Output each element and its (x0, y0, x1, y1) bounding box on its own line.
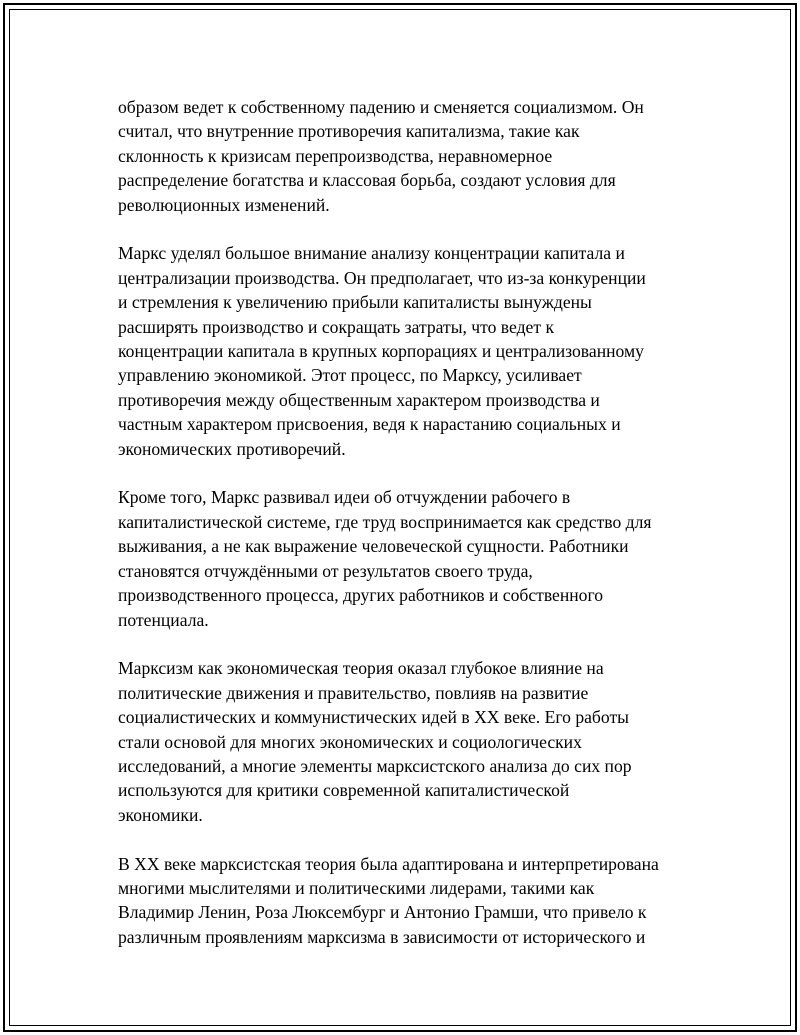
text-line: исследований, а многие элементы марксистского анализа до сих пор (118, 755, 632, 776)
text-line: частным характером присвоения, ведя к нарастанию социальных и (118, 414, 621, 435)
text-line: политические движения и правительство, повлияв на развитие (118, 682, 589, 703)
text-line: расширять производство и сокращать затраты, что ведет к (118, 316, 554, 337)
text-line: различным проявлениям марксизма в зависимости от исторического и (118, 926, 646, 947)
text-line: управлению экономикой. Этот процесс, по Марксу, усиливает (118, 365, 582, 386)
text-line: Маркс уделял большое внимание анализу концентрации капитала и (118, 243, 625, 264)
text-line: потенциала. (118, 609, 209, 630)
text-line: концентрации капитала в крупных корпорациях и централизованному (118, 341, 644, 362)
text-line: распределение богатства и классовая борьба, создают условия для (118, 170, 616, 191)
text-line: экономики. (118, 804, 203, 825)
text-line: В XX веке марксистская теория была адаптирована и интерпретирована (118, 853, 659, 874)
text-line: централизации производства. Он предполагает, что из-за конкуренции (118, 267, 646, 288)
text-line: используются для критики современной капиталистической (118, 780, 570, 801)
paragraph (118, 485, 693, 631)
text-line: становятся отчуждёнными от результатов своего труда, (118, 560, 533, 581)
text-line: капиталистической системе, где труд воспринимается как средство для (118, 511, 652, 532)
text-line: производственного процесса, других работников и собственного (118, 585, 604, 606)
document-body (118, 95, 693, 974)
text-line: образом ведет к собственному падению и сменяется социализмом. Он (118, 97, 644, 117)
text-line: Кроме того, Маркс развивал идеи об отчуждении рабочего в (118, 487, 571, 508)
text-line: и стремления к увеличению прибыли капиталисты вынуждены (118, 292, 592, 313)
text-line: экономических противоречий. (118, 438, 346, 459)
text-line: противоречия между общественным характером производства и (118, 389, 600, 410)
paragraph (118, 656, 693, 827)
paragraph (118, 95, 693, 217)
text-line: Владимир Ленин, Роза Люксембург и Антонио Грамши, что привело к (118, 902, 647, 923)
paragraph (118, 241, 693, 461)
text-line: стали основой для многих экономических и социологических (118, 731, 582, 752)
text-line: многими мыслителями и политическими лидерами, такими как (118, 877, 595, 898)
text-line: революционных изменений. (118, 194, 330, 215)
text-line: считал, что внутренние противоречия капитализма, такие как (118, 121, 580, 142)
text-line: выживания, а не как выражение человеческой сущности. Работники (118, 536, 629, 557)
text-line: социалистических и коммунистических идей в XX веке. Его работы (118, 707, 629, 728)
paragraph (118, 852, 693, 950)
text-line: Марксизм как экономическая теория оказал глубокое влияние на (118, 658, 604, 679)
text-line: склонность к кризисам перепроизводства, неравномерное (118, 145, 553, 166)
